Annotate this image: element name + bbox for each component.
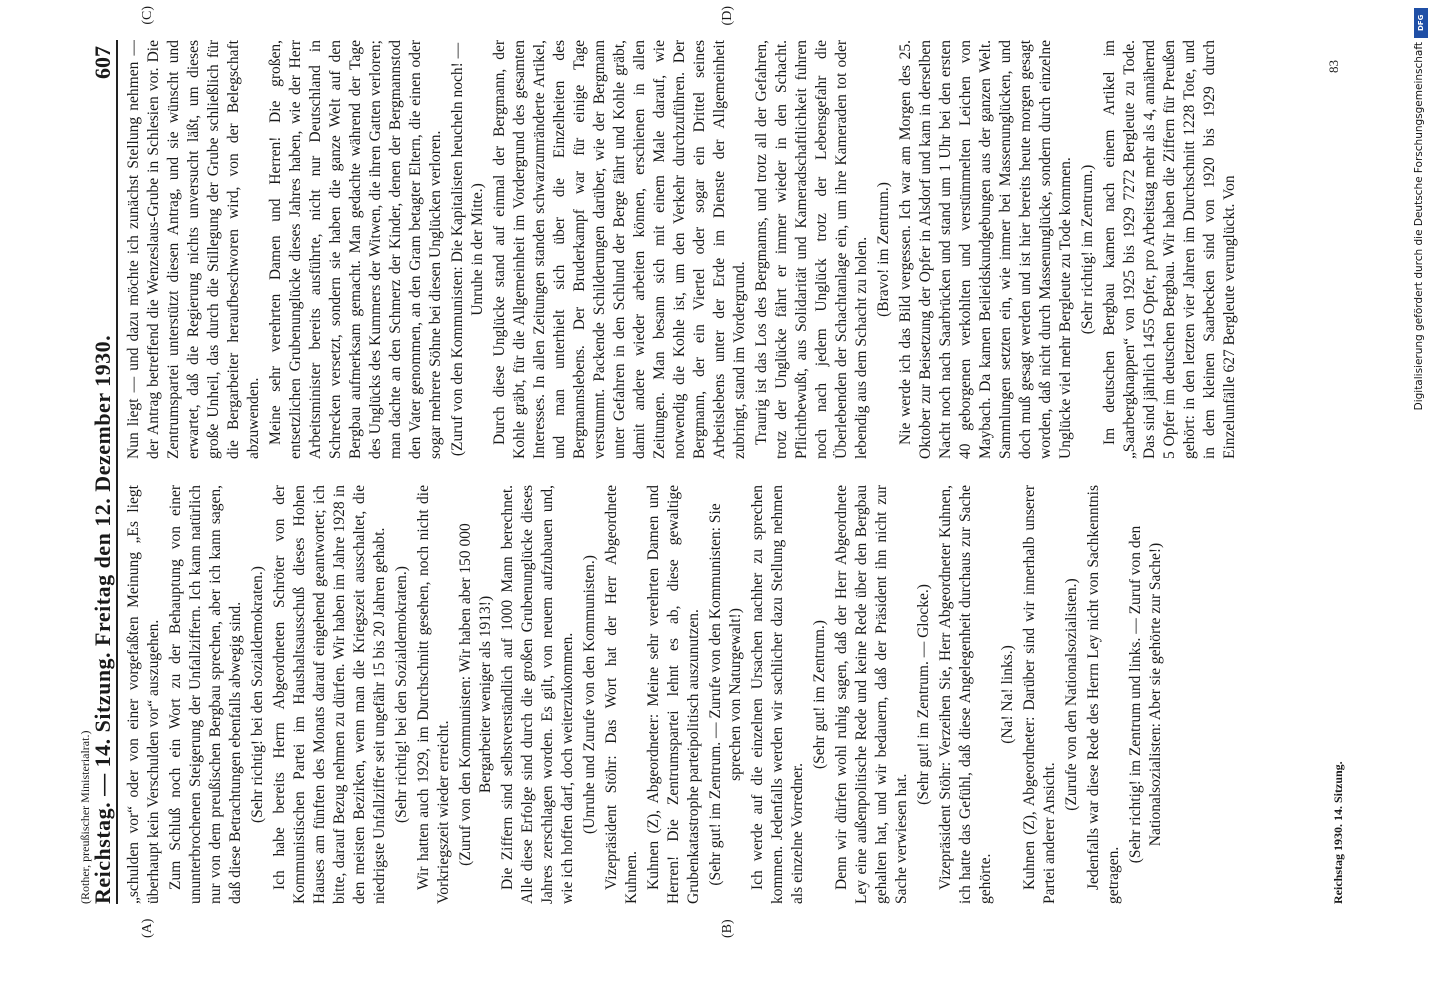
interjection: (Sehr richtig! bei den Sozialdemokraten.) [393, 566, 410, 823]
interjection: (Sehr gut! im Zentrum. — Glocke.) [915, 584, 932, 805]
margin-marker-a: (A) [140, 918, 155, 938]
interjection: (Zuruf von den Kommunisten: Wir haben aber 150 000 Bergarbeiter weniger als 1913!) [457, 523, 494, 866]
paragraph: Kuhnen (Z), Abgeordneter: Meine sehr verehrten Damen und Herren! Die Zentrumspartei lehnt es ab, diese gewaltige Grubenkatastrophe parteipolitisch auszunutzen. [645, 485, 702, 904]
paragraph: Nun liegt — und dazu möchte ich zunächst Stellung nehmen — der Antrag betreffend die Wenzeslaus-Grube in Schlesien vor. Die Zentrumspartei unterstützt diesen Antrag, und sie wünscht und erwartet, daß die Regierung nichts unversucht läßt, um dieses große Unheil, das durch die Stillegung der Grube schließlich für die Bergarbeiter heraufbeschworen wird, von der Belegschaft abzuwenden. [125, 40, 262, 459]
paragraph: Wir hatten auch 1929, im Durchschnitt gesehen, noch nicht die Vorkriegszeit wieder erreicht. [415, 485, 452, 904]
paragraph: Durch diese Unglücke stand auf einmal der Bergmann, der Kohle gräbt, für die Allgemeinheit im Vordergrund des gesamten Interesses. In allen Zeitungen standen schwarzumränderte Artikel, und man unterhielt sich über die Einzelheiten des Bergmannslebens. Der Bruderkampf war für einige Tage verstummt. Packende Schilderungen darüber, wie der Bergmann unter Gefahren in den Schlund der Berge fährt und Kohle gräbt, damit andere wieder arbeiten können, erschienen in allen Zeitungen. Man besann sich mit einem Male darauf, wie notwendig die Kohle ist, um den Verkehr durchzuführen. Der Bergmann, der ein Viertel oder sogar ein Drittel seines Arbeitslebens unter der Erde im Dienste der Allgemeinheit zubringt, stand im Vordergrund. [491, 40, 748, 459]
running-title: Reichstag. — 14. Sitzung. Freitag den 12. Dezember 1930. [90, 334, 115, 904]
paragraph: Zum Schluß noch ein Wort zu der Behauptung von einer ununterbrochenen Steigerung der Unfallziffern. Ich kann natürlich nur von dem preußischen Bergbau sprechen, aber ich kann sagen, daß diese Betrachtungen ebenfalls abwegig sind. [167, 485, 244, 904]
paragraph: Denn wir dürfen wohl ruhig sagen, daß der Herr Abgeordnete Ley eine außenpolitische Rede und keine Rede über den Bergbau gehalten hat, und wir bedauern, daß der Präsident ihn nicht zur Sache verwiesen hat. [833, 485, 910, 904]
credit-strip [1404, 0, 1434, 1000]
page-header [78, 40, 118, 904]
margin-marker-c: (C) [140, 6, 155, 25]
margin-marker-b: (B) [720, 919, 735, 938]
interjection: (Bravo! im Zentrum.) [875, 182, 892, 317]
paragraph: Ich habe bereits Herrn Abgeordneten Schröter von der Kommunistischen Partei im Haushaltsausschuß dieses Hohen Hauses am fünften des Monats darauf eingehend geantwortet; ich bitte, darauf Bezug nehmen zu dürfen. Wir haben im Jahre 1928 in den meisten Bezirken, wenn man die Kriegszeit ausschaltet, die niedrigste Unfallziffer seit ungefähr 15 bis 20 Jahren gehabt. [271, 485, 388, 904]
interjection: (Zurufe von den Nationalsozialisten.) [1063, 578, 1080, 811]
paragraph: „schulden vor“ oder von einer vorgefaßten Meinung „Es liegt überhaupt kein Verschulden vor“ auszugehen. [125, 485, 162, 904]
paragraph: Im deutschen Bergbau kamen nach einem Artikel im „Saarbergknappen“ von 1925 bis 1929 7272 Bergleute zu Tode. Das sind jährlich 1455 Opfer, pro Arbeitstag mehr als 4, annähernd 5 Opfer im deutschen Bergbau. Wir haben die Ziffern für Preußen gehört: in den letzten vier Jahren im Durchschnitt 1228 Tote, und in dem kleinen Saarbecken sind von 1920 bis 1929 durch Einzelunfälle 627 Bergleute verunglückt. Von [1101, 40, 1238, 459]
interjection: (Unruhe und Zurufe von den Kommunisten.) [581, 555, 598, 834]
paragraph: Traurig ist das Los des Bergmanns, und trotz all der Gefahren, trotz der Unglücke fährt er immer wieder in den Schacht. Pflichtbewußt, aus Solidarität und Kameradschaftlichkeit fuhren noch nach jedem Unglück trotz der Lebensgefahr die Überlebenden der Schachtanlage ein, um ihre Kameraden tot oder lebendig aus dem Schacht zu holen. [753, 40, 870, 459]
paragraph: Jedenfalls war diese Rede des Herrn Ley nicht von Sachkenntnis getragen. [1085, 485, 1122, 904]
paragraph: Kuhnen (Z), Abgeordneter: Darüber sind wir innerhalb unserer Partei anderer Ansicht. [1021, 485, 1058, 904]
paragraph: Meine sehr verehrten Damen und Herren! Die großen, entsetzlichen Grubenunglücke dieses Jahres haben, wie der Herr Arbeitsminister bereits ausführte, nicht nur Deutschland in Schrecken versetzt, sondern sie haben die ganze Welt auf den Bergbau aufmerksam gemacht. Man gedachte während der Tage des Unglücks des Kummers der Witwen, die ihren Gatten verloren; man dachte an den Schmerz der Kinder, denen der Bergmannstod den Vater genommen, an den Gram betagter Eltern, die einen oder sogar mehrere Söhne bei diesen Unglücken verloren. [267, 40, 444, 459]
interjection: (Sehr gut! im Zentrum.) [811, 620, 828, 769]
page-footer: Reichstag 1930. 14. Sitzung. [1331, 761, 1345, 904]
paragraph: Ich werde auf die einzelnen Ursachen nachher zu sprechen kommen. Jedenfalls werden wir sachlicher dazu Stellung nehmen als einzelne Vorredner. [749, 485, 806, 904]
paragraph: Vizepräsident Stöhr: Verzeihen Sie, Herr Abgeordneter Kuhnen, ich hatte das Gefühl, daß diese Angelegenheit durchaus zur Sache gehörte. [937, 485, 994, 904]
right-column [124, 40, 1310, 459]
interjection: (Sehr richtig! im Zentrum.) [1079, 164, 1096, 335]
signature-mark: 83 [1326, 60, 1341, 73]
interjection: (Zuruf von den Kommunisten: Die Kapitalisten heucheln noch! — Unruhe in der Mitte.) [449, 42, 486, 457]
interjection: (Sehr gut! im Zentrum. — Zurufe von den Kommunisten: Sie sprechen von Naturgewalt!) [707, 503, 744, 886]
text-columns [124, 40, 1310, 904]
page-number: 607 [90, 46, 115, 79]
dfg-logo: DFG [1414, 8, 1428, 38]
speaker-subheading: (Rother, preußischer Ministerialrat.) [78, 730, 92, 904]
paragraph: Vizepräsident Stöhr: Das Wort hat der Herr Abgeordnete Kuhnen. [603, 485, 640, 904]
interjection: (Sehr richtig! im Zentrum und links. — Zuruf von den Nationalsozialisten: Aber sie gehörte zur Sache!) [1127, 525, 1164, 864]
left-column [124, 485, 1310, 904]
margin-marker-d: (D) [720, 6, 735, 26]
credit-text: Digitalisierung gefördert durch die Deutsche Forschungsgemeinschaft [1413, 42, 1425, 411]
paragraph: Nie werde ich das Bild vergessen. Ich war am Morgen des 25. Oktober zur Beisetzung der Opfer in Alsdorf und kam in derselben Nacht noch nach Saarbrücken und stand um 1 Uhr bei den ersten 40 geborgenen verkohlten und verstümmelten Leichen von Maybach. Da kamen Beileidskundgebungen aus der ganzen Welt. Sammlungen setzten ein, wie immer bei Massenunglücken, und doch muß gesagt werden und ist hier bereits heute morgen gesagt worden, daß nicht durch Massenunglücke, sondern durch einzelne Unglücke viel mehr Bergleute zu Tode kommen. [897, 40, 1074, 459]
interjection: (Na! Na! links.) [999, 645, 1016, 744]
interjection: (Sehr richtig! bei den Sozialdemokraten.) [249, 566, 266, 823]
paragraph: Die Ziffern sind selbstverständlich auf 1000 Mann berechnet. Alle diese Erfolge sind durch die großen Grubenunglücke dieses Jahres zerschlagen worden. Es gilt, von neuem aufzubauen und, wie ich hoffen darf, doch weiterzukommen. [499, 485, 576, 904]
